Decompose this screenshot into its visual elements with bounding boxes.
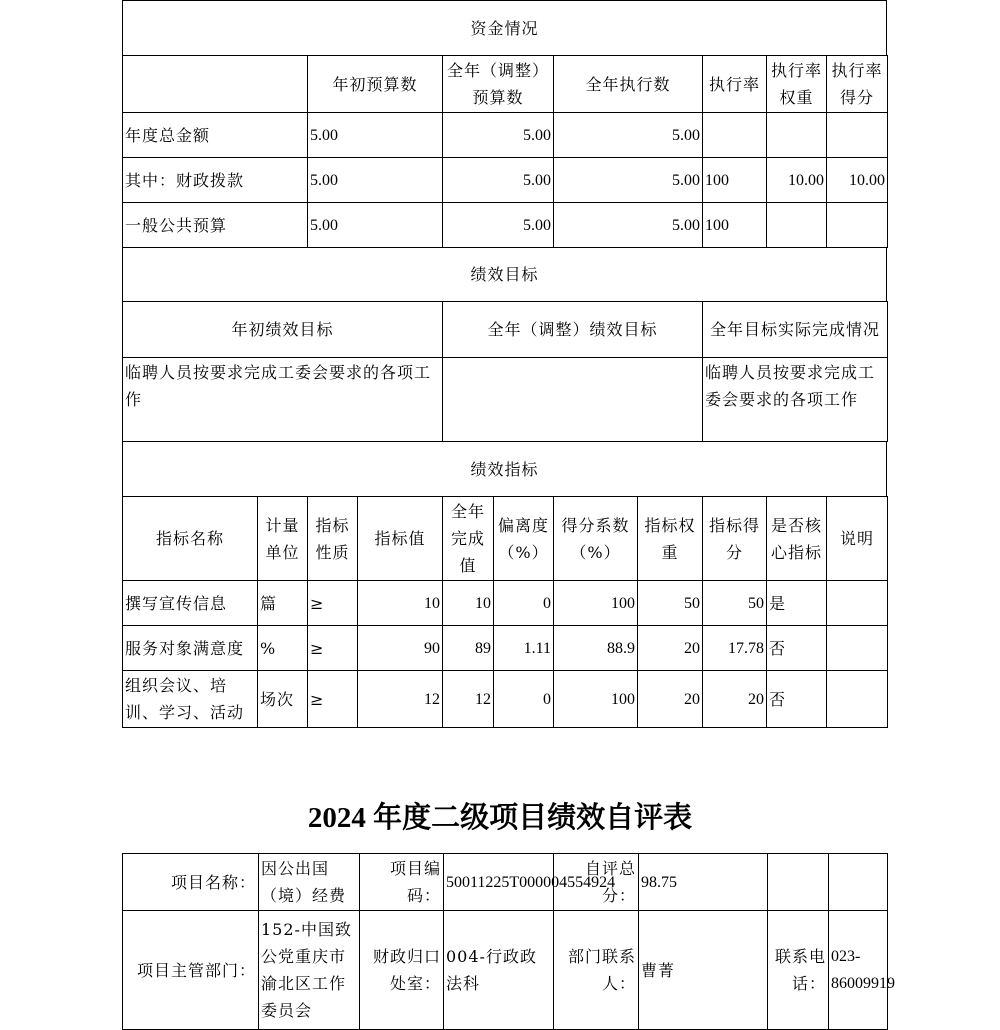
cell-text: 5.00 — [523, 216, 551, 234]
indicator-cell — [357, 580, 443, 626]
cell-text: 全年目标实际完成情况 — [709, 320, 880, 339]
form-cell — [122, 853, 259, 911]
cell-text: 指标得分 — [708, 515, 760, 562]
cell-text: 100 — [705, 171, 729, 189]
indicator-cell — [357, 625, 443, 671]
cell-text: 项目名称： — [170, 872, 256, 892]
indicator-cell — [637, 580, 703, 626]
cell-text: 023-86009919 — [831, 948, 895, 992]
indicator-cell — [637, 625, 703, 671]
indicator-header — [357, 496, 443, 581]
cell-text: 否 — [769, 638, 787, 658]
cell-text: 得分系数（%） — [561, 515, 630, 562]
form-cell — [553, 910, 639, 1030]
cell-text: 执行率权重 — [770, 61, 822, 107]
cell-text: 组织会议、培训、学习、活动 — [125, 676, 245, 722]
indicator-cell — [307, 580, 358, 626]
goals-cell — [442, 357, 703, 442]
indicator-header — [307, 496, 358, 581]
cell-text: 篇 — [260, 593, 278, 613]
cell-text: 财政归口处室： — [372, 947, 441, 993]
funds-cell — [702, 157, 767, 203]
cell-text: 10.00 — [788, 171, 824, 189]
form-cell — [767, 853, 829, 911]
cell-text: 场次 — [260, 689, 295, 709]
cell-text: ≥ — [310, 689, 325, 709]
cell-text: 100 — [611, 690, 635, 708]
cell-text: 100 — [611, 594, 635, 612]
indicator-cell — [307, 625, 358, 671]
indicator-header — [442, 496, 494, 581]
indicator-cell — [257, 625, 308, 671]
indicator-cell — [553, 625, 638, 671]
cell-text: 全年完成值 — [450, 502, 485, 575]
form-cell — [258, 910, 360, 1030]
funds-cell — [826, 157, 888, 203]
cell-text: 年度总金额 — [125, 125, 211, 145]
goals-header — [122, 301, 443, 358]
cell-text: 5.00 — [310, 126, 338, 144]
cell-text: 5.00 — [672, 171, 700, 189]
funds-cell — [826, 112, 888, 158]
cell-text: 89 — [475, 639, 491, 657]
indicator-cell — [702, 580, 767, 626]
cell-text: 1.11 — [523, 639, 551, 657]
funds-cell — [702, 202, 767, 248]
funds-cell — [766, 112, 827, 158]
indicator-cell — [766, 670, 827, 728]
cell-text: 因公出国（境）经费 — [261, 859, 347, 905]
funds-cell — [553, 157, 703, 203]
indicator-cell — [826, 580, 888, 626]
form-cell — [122, 910, 259, 1030]
cell-text: 5.00 — [672, 216, 700, 234]
indicator-header — [702, 496, 767, 581]
indicator-cell — [442, 580, 494, 626]
indicator-cell — [493, 580, 554, 626]
cell-text: 5.00 — [523, 171, 551, 189]
cell-text: 指标权重 — [644, 515, 696, 562]
cell-text: 绩效指标 — [470, 459, 539, 479]
form-cell — [258, 853, 360, 911]
cell-text: 10 — [424, 594, 440, 612]
cell-text: % — [260, 638, 277, 658]
funds-cell — [442, 112, 554, 158]
funds-header — [122, 55, 308, 113]
goals-cell — [702, 357, 888, 442]
form-title: 2024 年度二级项目绩效自评表 — [307, 802, 693, 834]
form-cell — [443, 910, 554, 1030]
indicator-header — [493, 496, 554, 581]
indicator-cell — [122, 580, 258, 626]
goals-header — [702, 301, 888, 358]
indicator-cell — [122, 670, 258, 728]
cell-text: 98.75 — [641, 873, 677, 891]
cell-text: 20 — [684, 639, 700, 657]
indicator-cell — [357, 670, 443, 728]
form-cell — [359, 910, 444, 1030]
indicator-header — [766, 496, 827, 581]
cell-text: 曹菁 — [641, 960, 676, 980]
section-title-goals — [122, 247, 887, 302]
section-title-indicators — [122, 441, 887, 497]
indicator-header — [637, 496, 703, 581]
funds-cell — [702, 112, 767, 158]
cell-text: 执行率得分 — [831, 61, 883, 107]
funds-cell — [122, 157, 308, 203]
cell-text: 10.00 — [849, 171, 885, 189]
cell-text: 绩效目标 — [470, 265, 539, 284]
cell-text: 年初绩效目标 — [231, 320, 334, 339]
cell-text: 是否核心指标 — [770, 515, 822, 562]
indicator-cell — [257, 670, 308, 728]
cell-text: 偏离度（%） — [497, 515, 549, 562]
form-cell — [828, 853, 888, 911]
cell-text: 12 — [424, 690, 440, 708]
cell-text: 全年（调整）预算数 — [446, 61, 549, 107]
funds-cell — [766, 202, 827, 248]
cell-text: 否 — [769, 689, 787, 709]
cell-text: 资金情况 — [470, 18, 539, 38]
indicator-cell — [826, 670, 888, 728]
section-title-funds — [122, 0, 887, 56]
cell-text: 90 — [424, 639, 440, 657]
cell-text: 服务对象满意度 — [125, 638, 245, 658]
funds-cell — [307, 202, 443, 248]
indicator-cell — [122, 625, 258, 671]
cell-text: 项目主管部门： — [136, 960, 256, 980]
cell-text: 17.78 — [728, 639, 764, 657]
cell-text: 撰写宣传信息 — [125, 593, 228, 613]
cell-text: 一般公共预算 — [125, 215, 228, 235]
cell-text: 项目编码： — [389, 859, 441, 905]
funds-cell — [122, 112, 308, 158]
cell-text: 说明 — [839, 529, 874, 548]
cell-text: ≥ — [310, 593, 325, 613]
cell-text: 5.00 — [310, 171, 338, 189]
funds-cell — [826, 202, 888, 248]
indicator-cell — [702, 625, 767, 671]
cell-text: 5.00 — [523, 126, 551, 144]
indicator-header — [122, 496, 258, 581]
indicator-cell — [442, 670, 494, 728]
indicator-cell — [493, 625, 554, 671]
indicator-cell — [257, 580, 308, 626]
cell-text: 全年执行数 — [585, 74, 671, 94]
indicator-cell — [553, 580, 638, 626]
funds-cell — [442, 157, 554, 203]
indicator-cell — [766, 625, 827, 671]
funds-header — [826, 55, 888, 113]
funds-header — [307, 55, 443, 113]
cell-text: 其中：财政拨款 — [125, 170, 245, 190]
cell-text: 5.00 — [672, 126, 700, 144]
cell-text: 20 — [684, 690, 700, 708]
cell-text: 年初预算数 — [332, 74, 418, 94]
indicator-header — [826, 496, 888, 581]
form-cell — [553, 853, 639, 911]
indicator-cell — [553, 670, 638, 728]
goals-header — [442, 301, 703, 358]
funds-header — [442, 55, 554, 113]
cell-text: 50 — [748, 594, 764, 612]
cell-text: ≥ — [310, 638, 325, 658]
funds-cell — [553, 202, 703, 248]
indicator-cell — [702, 670, 767, 728]
cell-text: 10 — [475, 594, 491, 612]
form-cell — [828, 910, 895, 1030]
funds-cell — [307, 112, 443, 158]
cell-text: 5.00 — [310, 216, 338, 234]
funds-cell — [766, 157, 827, 203]
indicator-cell — [766, 580, 827, 626]
cell-text: 20 — [748, 690, 764, 708]
funds-cell — [553, 112, 703, 158]
cell-text: 0 — [543, 594, 551, 612]
cell-text: 自评总分： — [584, 859, 636, 905]
form-cell — [359, 853, 444, 911]
cell-text: 指标值 — [374, 529, 426, 548]
cell-text: 0 — [543, 690, 551, 708]
cell-text: 是 — [769, 593, 787, 613]
indicator-header — [553, 496, 638, 581]
cell-text: 临聘人员按要求完成工委会要求的各项工作 — [125, 363, 432, 409]
cell-text: 部门联系人： — [567, 947, 636, 993]
form-cell — [638, 853, 768, 911]
funds-header — [553, 55, 703, 113]
indicator-cell — [826, 625, 888, 671]
indicator-cell — [307, 670, 358, 728]
cell-text: 50 — [684, 594, 700, 612]
cell-text: 指标性质 — [315, 515, 350, 562]
cell-text: 88.9 — [607, 639, 635, 657]
funds-cell — [442, 202, 554, 248]
cell-text: 50011225T000004554924 — [446, 873, 616, 891]
indicator-cell — [442, 625, 494, 671]
funds-header — [702, 55, 767, 113]
form-cell — [638, 910, 768, 1030]
goals-cell — [122, 357, 443, 442]
funds-cell — [307, 157, 443, 203]
cell-text: 152-中国致公党重庆市渝北区工作委员会 — [261, 920, 352, 1020]
cell-text: 004-行政政法科 — [446, 947, 537, 993]
indicator-cell — [637, 670, 703, 728]
funds-header — [766, 55, 827, 113]
indicator-cell — [493, 670, 554, 728]
cell-text: 执行率 — [708, 74, 760, 94]
cell-text: 临聘人员按要求完成工委会要求的各项工作 — [705, 363, 876, 409]
funds-cell — [122, 202, 308, 248]
cell-text: 指标名称 — [155, 529, 224, 548]
cell-text: 100 — [705, 216, 729, 234]
cell-text: 12 — [475, 690, 491, 708]
indicator-header — [257, 496, 308, 581]
cell-text: 全年（调整）绩效目标 — [487, 320, 658, 339]
form-cell — [767, 910, 829, 1030]
cell-text: 计量单位 — [265, 515, 300, 562]
cell-text: 联系电话： — [774, 947, 826, 993]
